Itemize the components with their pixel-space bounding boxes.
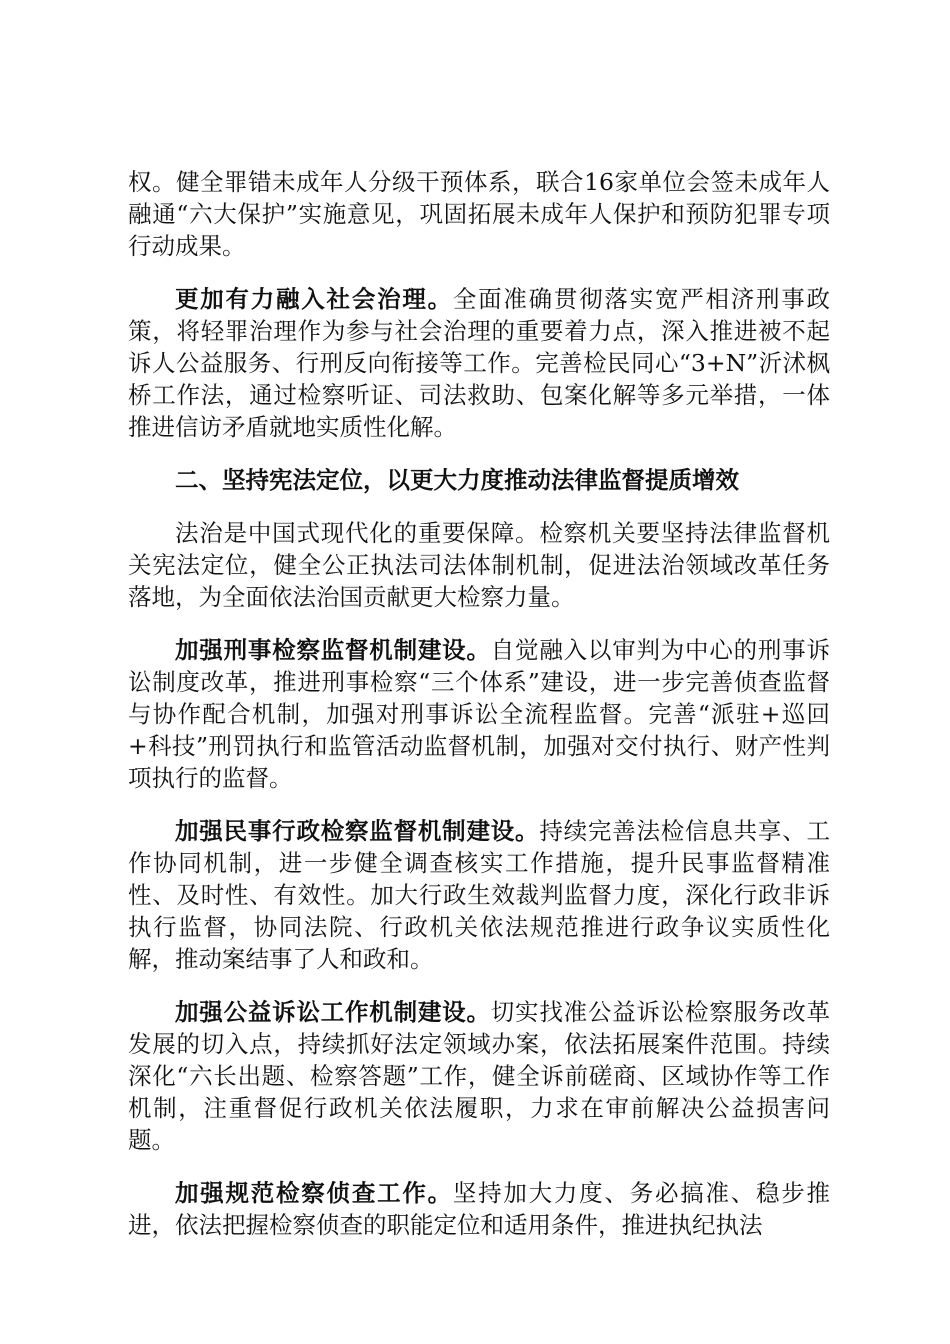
paragraph-lead: 加强规范检察侦查工作。 [175, 1179, 453, 1207]
paragraph-text: 权。健全罪错未成年人分级干预体系，联合16家单位会签未成年人融通“六大保护”实施意见，巩固拓展未成年人保护和预防犯罪专项行动成果。 [128, 168, 830, 260]
paragraph-criminal-supervision [128, 634, 830, 794]
paragraph-text: 法治是中国式现代化的重要保障。检察机关要坚持法律监督机关宪法定位，健全公正执法司法体制机制，促进法治领域改革任务落地，为全面依法治国贡献更大检察力量。 [128, 519, 830, 611]
paragraph-text: 自觉融入以审判为中心的刑事诉讼制度改革，推进刑事检察“三个体系”建设，进一步完善侦查监督与协作配合机制，加强对刑事诉讼全流程监督。完善“派驻+巡回+科技”刑罚执行和监管活动监督机制，加强对交付执行、财产性判项执行的监督。 [128, 636, 830, 792]
paragraph-text: 持续完善法检信息共享、工作协同机制，进一步健全调查核实工作措施，提升民事监督精准性、及时性、有效性。加大行政生效裁判监督力度，深化行政非诉执行监督，协同法院、行政机关依法规范推进行政争议实质性化解，推动案结事了人和政和。 [128, 817, 831, 973]
paragraph-text: 全面准确贯彻落实宽严相济刑事政策，将轻罪治理作为参与社会治理的重要着力点，深入推进被不起诉人公益服务、行刑反向衔接等工作。完善检民同心“3+N”沂沭枫桥工作法，通过检察听证、司法救助、包案化解等多元举措，一体推进信访矛盾就地实质性化解。 [128, 285, 831, 441]
paragraph-lead: 加强民事行政检察监督机制建设。 [175, 817, 540, 845]
paragraph-public-interest-litigation [128, 996, 830, 1156]
paragraph-text: 坚持加大力度、务必搞准、稳步推进，依法把握检察侦查的职能定位和适用条件，推进执纪执法 [128, 1179, 831, 1239]
paragraph-lead: 加强刑事检察监督机制建设。 [175, 636, 491, 664]
paragraph-lead: 更加有力融入社会治理。 [175, 285, 453, 313]
paragraph-social-governance [128, 283, 830, 443]
paragraph-text: 切实找准公益诉讼检察服务改革发展的切入点，持续抓好法定领域办案，依法拓展案件范围。持续深化“六长出题、检察答题”工作，健全诉前磋商、区域协作等工作机制，注重督促行政机关依法履职，力求在审前解决公益损害问题。 [128, 998, 830, 1154]
document-page [128, 166, 830, 1262]
section-heading: 二、坚持宪法定位，以更大力度推动法律监督提质增效 [175, 466, 739, 494]
paragraph-continuation [128, 166, 830, 262]
paragraph-rule-of-law [128, 517, 830, 613]
paragraph-procuratorial-investigation [128, 1177, 830, 1241]
paragraph-civil-administrative-supervision [128, 815, 830, 975]
paragraph-lead: 加强公益诉讼工作机制建设。 [175, 998, 491, 1026]
